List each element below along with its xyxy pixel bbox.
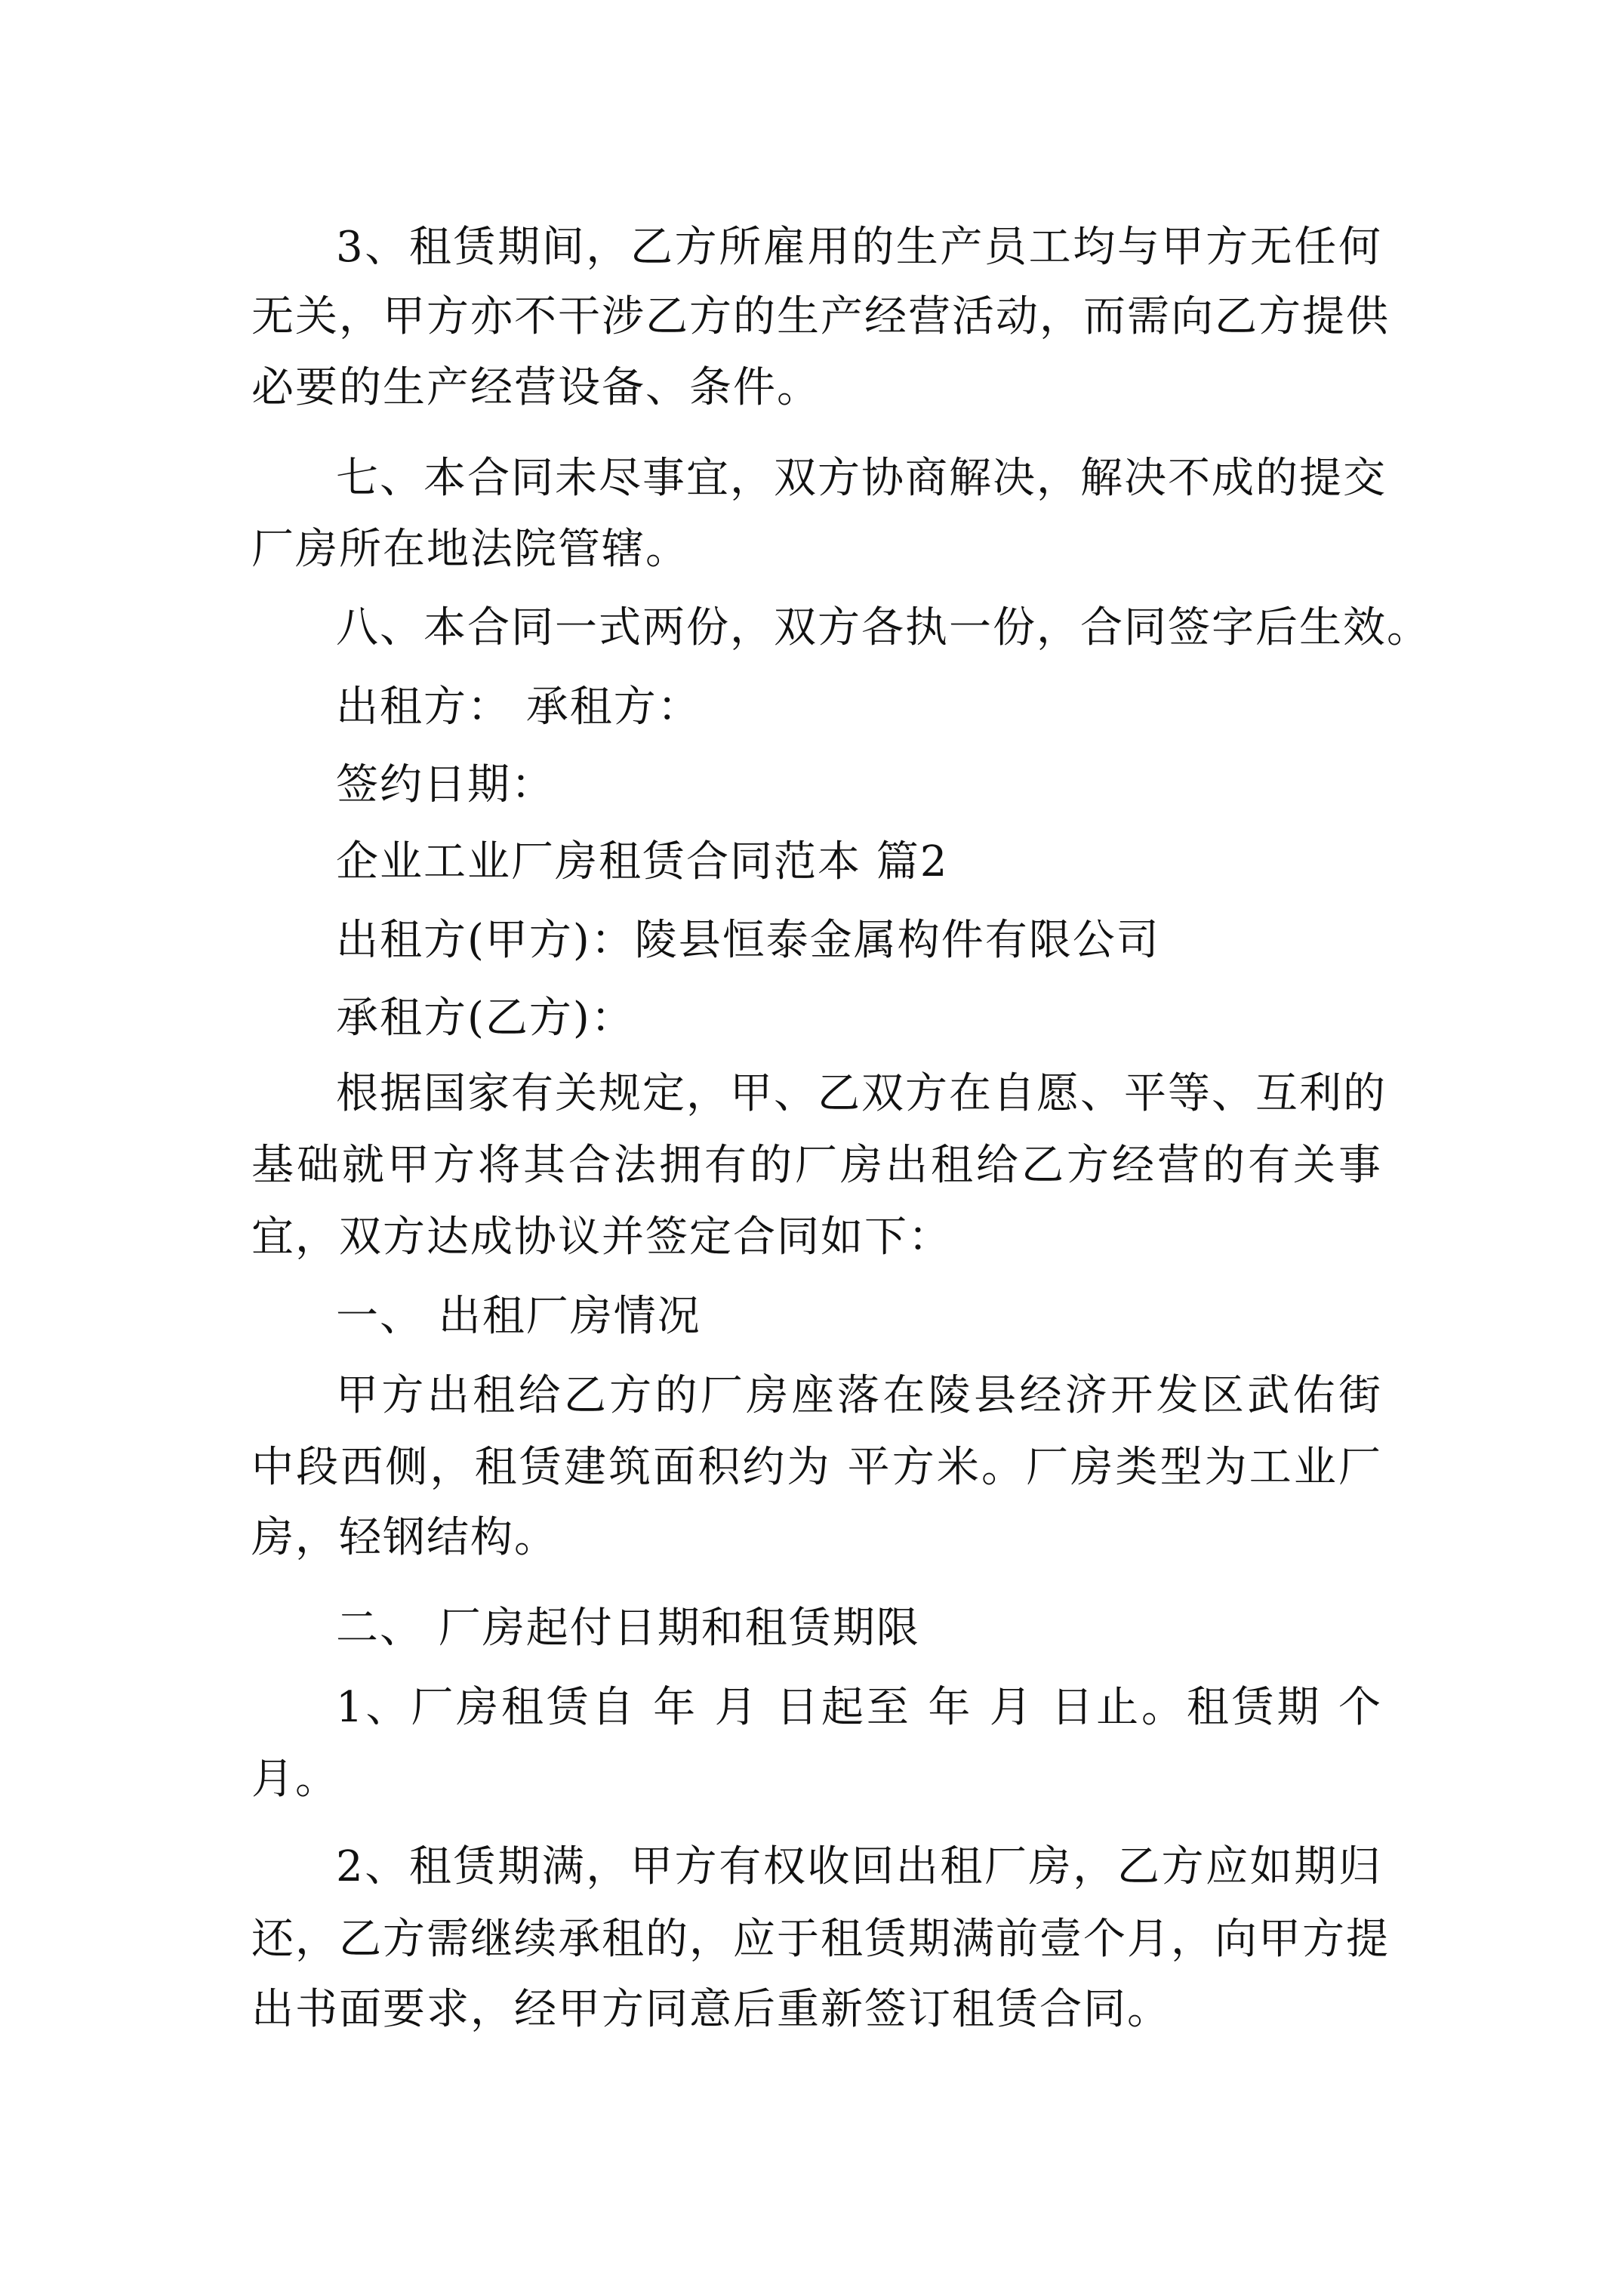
- text-line: 宜，双方达成协议并签定合同如下：: [251, 1213, 952, 1262]
- text-line: 出书面要求，经甲方同意后重新签订租赁合同。: [251, 1985, 1171, 2034]
- text-line: 出租方(甲方)：陵县恒泰金属构件有限公司: [336, 916, 1160, 965]
- section-title: 企业工业厂房租赁合同范本 篇2: [336, 837, 949, 886]
- text-line: 甲方出租给乙方的厂房座落在陵县经济开发区武佑街: [336, 1371, 1382, 1420]
- text-line: 1、厂房租赁自 年 月 日起至 年 月 日止。租赁期 个: [336, 1683, 1382, 1732]
- text-line: 厂房所在地法院管辖。: [251, 525, 689, 574]
- text-line: 基础就甲方将其合法拥有的厂房出租给乙方经营的有关事: [251, 1141, 1382, 1190]
- text-line: 月。: [251, 1755, 339, 1804]
- text-line: 2、租赁期满，甲方有权收回出租厂房，乙方应如期归: [336, 1842, 1382, 1891]
- text-line: 3、租赁期间，乙方所雇用的生产员工均与甲方无任何: [336, 223, 1382, 272]
- section-heading: 二、 厂房起付日期和租赁期限: [336, 1604, 920, 1653]
- text-line: 承租方(乙方)：: [336, 994, 635, 1043]
- text-line: 七、本合同未尽事宜，双方协商解决，解决不成的提交: [336, 454, 1387, 503]
- text-line: 必要的生产经营设备、条件。: [251, 363, 821, 412]
- text-line: 根据国家有关规定，甲、乙双方在自愿、平等、互利的: [336, 1069, 1387, 1118]
- text-line: 签约日期：: [336, 760, 555, 809]
- text-line: 还，乙方需继续承租的，应于租赁期满前壹个月，向甲方提: [251, 1915, 1390, 1964]
- section-heading: 一、 出租厂房情况: [336, 1292, 701, 1341]
- text-line: 中段西侧，租赁建筑面积约为 平方米。厂房类型为工业厂: [251, 1443, 1382, 1492]
- text-line: 房，轻钢结构。: [251, 1513, 558, 1562]
- text-line: 出租方： 承租方：: [336, 683, 701, 732]
- text-line: 八、本合同一式两份，双方各执一份，合同签字后生效。: [336, 603, 1431, 652]
- text-line: 无关，甲方亦不干涉乙方的生产经营活动，而需向乙方提供: [251, 292, 1390, 341]
